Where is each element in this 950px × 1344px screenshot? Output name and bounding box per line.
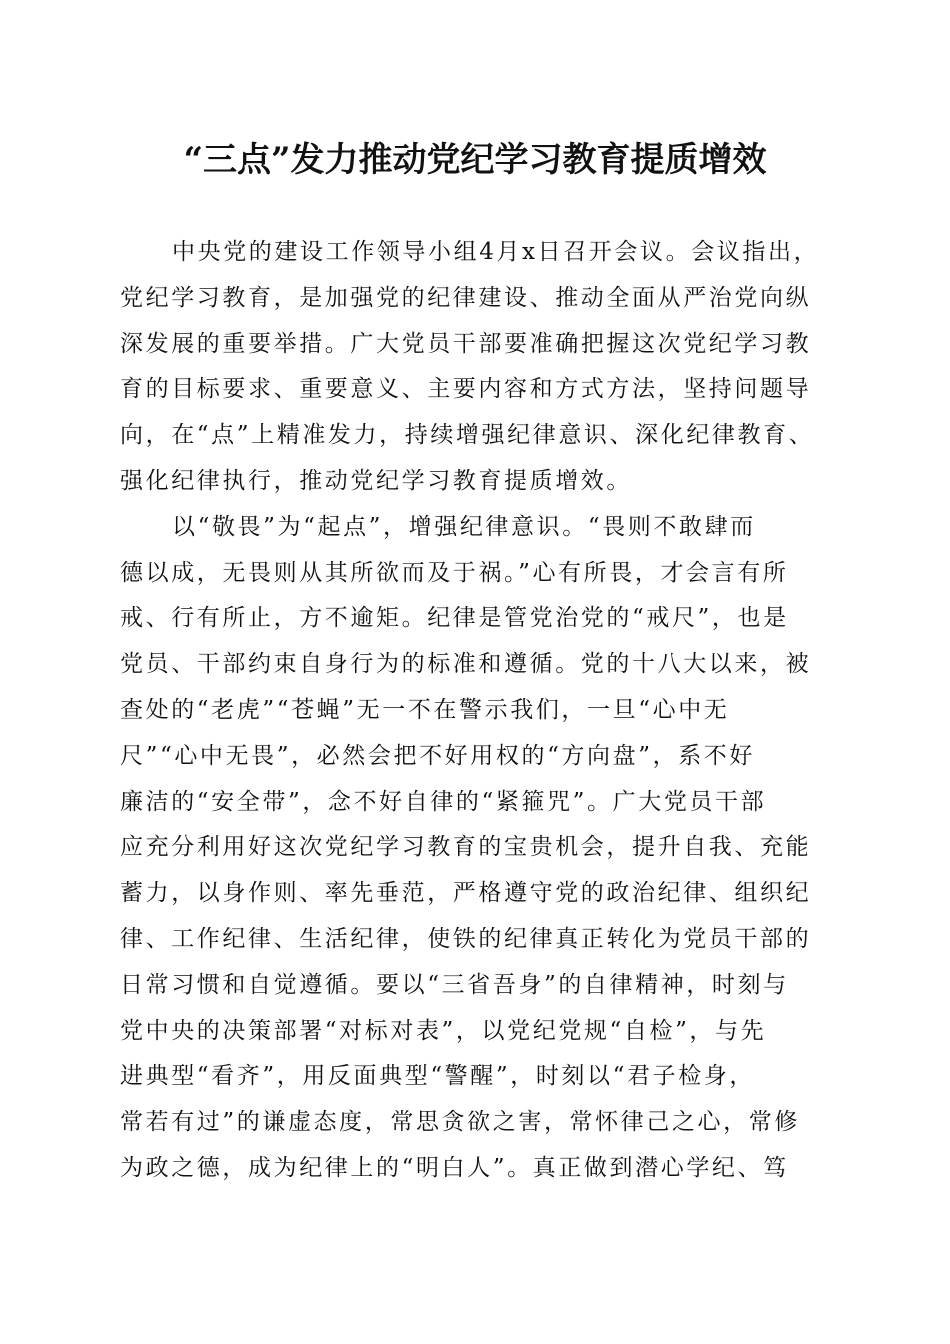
paragraph-line: 应充分利用好这次党纪学习教育的宝贵机会，提升自我、充能 <box>120 834 812 861</box>
paragraph-line: 党中央的决策部署“对标对表”，以党纪党规“自检”，与先 <box>120 1017 767 1044</box>
paragraph-line: 查处的“老虎”“苍蝇”无一不在警示我们，一旦“心中无 <box>120 696 730 723</box>
paragraph-line: 为政之德，成为纪律上的“明白人”。真正做到潜心学纪、笃 <box>120 1154 789 1181</box>
paragraph-line: 廉洁的“安全带”，念不好自律的“紧箍咒”。广大党员干部 <box>120 788 767 815</box>
paragraph-line: 日常习惯和自觉遵循。要以“三省吾身”的自律精神，时刻与 <box>120 971 789 998</box>
paragraph-line: 进典型“看齐”，用反面典型“警醒”，时刻以“君子检身， <box>120 1063 755 1090</box>
paragraph-line: 戒、行有所止，方不逾矩。纪律是管党治党的“戒尺”，也是 <box>120 605 789 632</box>
paragraph-line: 常若有过”的谦虚态度，常思贪欲之害，常怀律己之心，常修 <box>120 1109 800 1136</box>
paragraph-line: 德以成，无畏则从其所欲而及于祸。”心有所畏，才会言有所 <box>120 559 789 586</box>
paragraph-line: 向，在“点”上精准发力，持续增强纪律意识、深化纪律教育、 <box>120 422 815 449</box>
paragraph-line: 党纪学习教育，是加强党的纪律建设、推动全面从严治党向纵 <box>120 284 812 311</box>
paragraph-line: 蓄力，以身作则、率先垂范，严格遵守党的政治纪律、组织纪 <box>120 880 812 907</box>
paragraph-line: 深发展的重要举措。广大党员干部要准确把握这次党纪学习教 <box>120 330 812 357</box>
document-title: “三点”发力推动党纪学习教育提质增效 <box>183 140 767 180</box>
paragraph-line: 尺”“心中无畏”，必然会把不好用权的“方向盘”，系不好 <box>120 742 755 769</box>
paragraph-line: 律、工作纪律、生活纪律，使铁的纪律真正转化为党员干部的 <box>120 925 812 952</box>
paragraph-line: 强化纪律执行，推动党纪学习教育提质增效。 <box>120 467 632 494</box>
paragraph-line: 育的目标要求、重要意义、主要内容和方式方法，坚持问题导 <box>120 376 812 403</box>
paragraph-line: 中央党的建设工作领导小组4月x日召开会议。会议指出， <box>172 239 820 265</box>
paragraph-intro <box>120 230 830 505</box>
paragraph-line: 党员、干部约束自身行为的标准和遵循。党的十八大以来，被 <box>120 651 812 678</box>
paragraph-line: 以“敬畏”为“起点”，增强纪律意识。“畏则不敢肆而 <box>172 513 756 540</box>
document-body <box>120 230 830 1192</box>
paragraph-reverence <box>120 505 830 1192</box>
